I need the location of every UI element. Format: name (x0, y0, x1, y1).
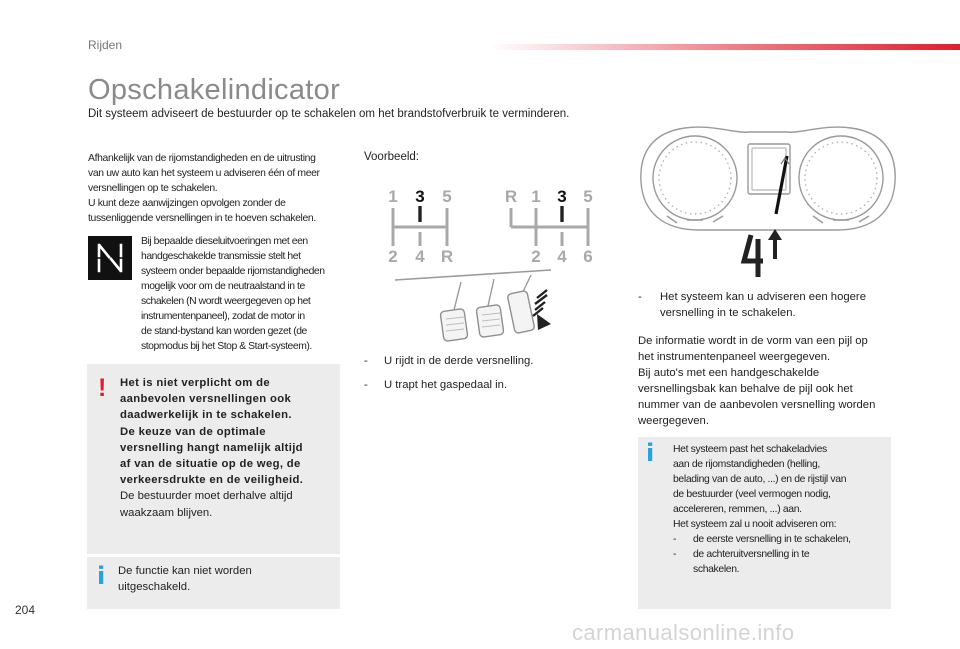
gear-and-pedal-illustration (375, 178, 615, 350)
warning-line: De keuze van de optimale (120, 425, 266, 438)
instrument-panel-illustration (637, 120, 899, 288)
info-line: belading van de auto, ...) en de rijstijl van (673, 474, 847, 485)
gear-label: 2 (531, 247, 541, 266)
list-item (638, 289, 888, 321)
neutral-symbol-icon (88, 236, 132, 280)
info-icon: i (646, 439, 655, 467)
text-line: schakelen (N wordt weergegeven op het (141, 296, 311, 307)
text-line: Afhankelijk van de rijomstandigheden en de uitrusting (88, 153, 316, 164)
watermark: carmanualsonline.info (572, 620, 795, 645)
bullet-dash: - (673, 534, 677, 545)
warning-line: daadwerkelijk in te schakelen. (120, 409, 292, 422)
neutral-symbol-svg (88, 236, 132, 280)
text-line: handgeschakelde transmissie stelt het (141, 251, 301, 262)
gear-label: 1 (388, 187, 398, 206)
list-item (364, 353, 533, 369)
gear-label: 5 (583, 187, 593, 206)
text-line: systeem onder bepaalde rijomstandigheden (141, 266, 325, 277)
bullet-dash: - (364, 355, 368, 367)
bullet-dash: - (673, 549, 677, 560)
text-line: van uw auto kan het systeem u adviseren één of meer (88, 168, 320, 179)
bullet-text: U rijdt in de derde versnelling. (384, 355, 534, 367)
page-subtitle: Dit systeem adviseert de bestuurder op te schakelen om het brandstofverbruik te verminderen. (88, 108, 570, 120)
gear-label-active: 3 (557, 187, 567, 206)
info-line: accelereren, remmen, ...) aan. (673, 504, 802, 515)
text-line: schakelen. (693, 564, 740, 575)
text-line: Bij bepaalde dieseluitvoeringen met een (141, 236, 308, 247)
text-line: instrumentenpaneel), zodat de motor in (141, 311, 305, 322)
text-line: Bij auto's met een handgeschakelde (638, 367, 820, 379)
warning-line: aanbevolen versnellingen ook (120, 393, 292, 406)
text-line: tussenliggende versnellingen in te hoeven schakelen. (88, 213, 316, 224)
text-line: weergegeven. (638, 415, 709, 427)
text-line: de achteruitversnelling in te (693, 549, 810, 560)
info-line: aan de rijomstandigheden (helling, (673, 459, 820, 470)
text-line: U kunt deze aanwijzingen opvolgen zonder de (88, 198, 286, 209)
info-line: de bestuurder (veel vermogen nodig, (673, 489, 831, 500)
gear-label: 1 (531, 187, 541, 206)
section-label: Rijden (88, 38, 123, 52)
text-line: mogelijk voor om de neutraalstand in te (141, 281, 305, 292)
gear-label: 4 (557, 247, 567, 266)
page-title: Opschakelindicator (88, 74, 341, 106)
gear-shift-display-icon (744, 229, 782, 284)
info-text (118, 563, 318, 595)
info-line: uitgeschakeld. (118, 581, 191, 593)
example-label: Voorbeeld: (364, 151, 419, 163)
text-line: stopmodus bij het Stop & Start-systeem). (141, 341, 312, 352)
text-line: het instrumentenpaneel weergegeven. (638, 351, 831, 363)
bullet-dash: - (638, 291, 642, 303)
neutral-symbol-letter: N (110, 276, 111, 277)
warning-line: versnelling hangt namelijk altijd (120, 441, 303, 454)
list-item (364, 377, 507, 393)
text-line: nummer van de aanbevolen versnelling worden (638, 399, 876, 411)
bullet-dash: - (364, 379, 368, 391)
gear-label: R (504, 187, 518, 206)
warning-line: af van de situatie op de weg, de (120, 458, 301, 471)
neutral-paragraph (141, 234, 346, 354)
intro-paragraph (88, 151, 344, 226)
warning-line: De bestuurder moet derhalve altijd (120, 490, 293, 503)
gear-label: 5 (442, 187, 452, 206)
bullet-text: U trapt het gaspedaal in. (384, 379, 508, 391)
warning-line: waakzaam blijven. (120, 506, 213, 519)
info-line: Het systeem zal u nooit adviseren om: (673, 519, 837, 530)
gear-label-active: 3 (415, 187, 425, 206)
page-number: 204 (15, 603, 36, 617)
gear-pattern-6-speed (505, 187, 593, 266)
display-gear-number: 4 (761, 283, 762, 284)
bullet-text (660, 289, 888, 321)
info-line: De functie kan niet worden (118, 565, 252, 577)
gear-label: 4 (415, 247, 425, 266)
warning-icon: ! (98, 374, 107, 402)
subitem-text (693, 547, 888, 577)
info-subitem (673, 547, 888, 577)
subitem-text: de eerste versnelling in te schakelen, (693, 534, 851, 545)
header-accent-line (490, 44, 960, 50)
text-line: versnelling in te schakelen. (660, 307, 796, 319)
text-line: versnellingsbak kan behalve de pijl ook het (638, 383, 853, 395)
gear-label: R (440, 247, 454, 266)
text-line: de stand-bystand kan worden gezet (de (141, 326, 307, 337)
gear-label: 2 (388, 247, 398, 266)
arrow-info-paragraph (638, 333, 900, 429)
text-line: versnellingen op te schakelen. (88, 183, 218, 194)
gear-label: 6 (583, 247, 593, 266)
info-subitem (673, 532, 888, 547)
gear-pattern-5-speed (388, 187, 453, 266)
warning-text (120, 375, 335, 521)
instrument-panel-icon (641, 127, 895, 230)
text-line: De informatie wordt in de vorm van een pijl op (638, 335, 868, 347)
text-line: Het systeem kan u adviseren een hogere (660, 291, 866, 303)
info-text (673, 442, 888, 577)
info-line: Het systeem past het schakeladvies (673, 444, 827, 455)
warning-line: Het is niet verplicht om de (120, 377, 271, 389)
info-icon: i (97, 562, 106, 590)
pedals-icon (395, 270, 551, 342)
warning-line: verkeersdrukte en de veiligheid. (120, 474, 304, 487)
